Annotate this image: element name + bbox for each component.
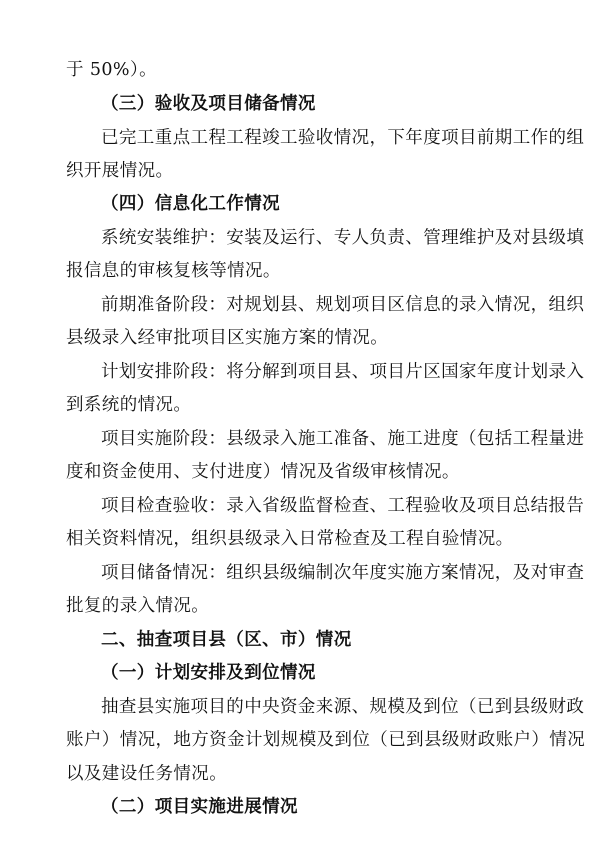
paragraph-line: 系统安装维护：安装及运行、专人负责、管理维护及对县级填 <box>101 228 585 248</box>
chapter-heading: 二、抽查项目县（区、市）情况 <box>101 630 352 650</box>
paragraph-line: 账户）情况，地方资金计划规模及到位（已到县级财政账户）情况 <box>66 730 586 750</box>
section-heading: （二）项目实施进展情况 <box>101 797 298 817</box>
paragraph-line: 计划安排阶段：将分解到项目县、项目片区国家年度计划录入 <box>101 362 585 382</box>
paragraph-line: 前期准备阶段：对规划县、规划项目区信息的录入情况，组织 <box>101 295 585 315</box>
paragraph-line: 以及建设任务情况。 <box>66 764 228 784</box>
paragraph-line: 报信息的审核复核等情况。 <box>66 261 281 281</box>
paragraph-line: 县级录入经审批项目区实施方案的情况。 <box>66 328 389 348</box>
paragraph-line: 抽查县实施项目的中央资金来源、规模及到位（已到县级财政 <box>101 697 585 717</box>
paragraph-line: 于 50%）。 <box>66 60 158 80</box>
paragraph-line: 织开展情况。 <box>66 161 174 181</box>
paragraph-line: 项目实施阶段：县级录入施工准备、施工进度（包括工程量进 <box>101 429 585 449</box>
section-heading: （四）信息化工作情况 <box>101 194 280 214</box>
paragraph-line: 到系统的情况。 <box>66 395 192 415</box>
paragraph-line: 度和资金使用、支付进度）情况及省级审核情况。 <box>66 462 460 482</box>
paragraph-line: 相关资料情况，组织县级录入日常检查及工程自验情况。 <box>66 529 514 549</box>
paragraph-line: 项目储备情况：组织县级编制次年度实施方案情况，及对审查 <box>101 563 585 583</box>
section-heading: （一）计划安排及到位情况 <box>101 663 316 683</box>
paragraph-line: 批复的录入情况。 <box>66 596 210 616</box>
paragraph-line: 项目检查验收：录入省级监督检查、工程验收及项目总结报告 <box>101 496 585 516</box>
section-heading: （三）验收及项目储备情况 <box>101 94 316 114</box>
paragraph-line: 已完工重点工程工程竣工验收情况，下年度项目前期工作的组 <box>101 128 585 148</box>
